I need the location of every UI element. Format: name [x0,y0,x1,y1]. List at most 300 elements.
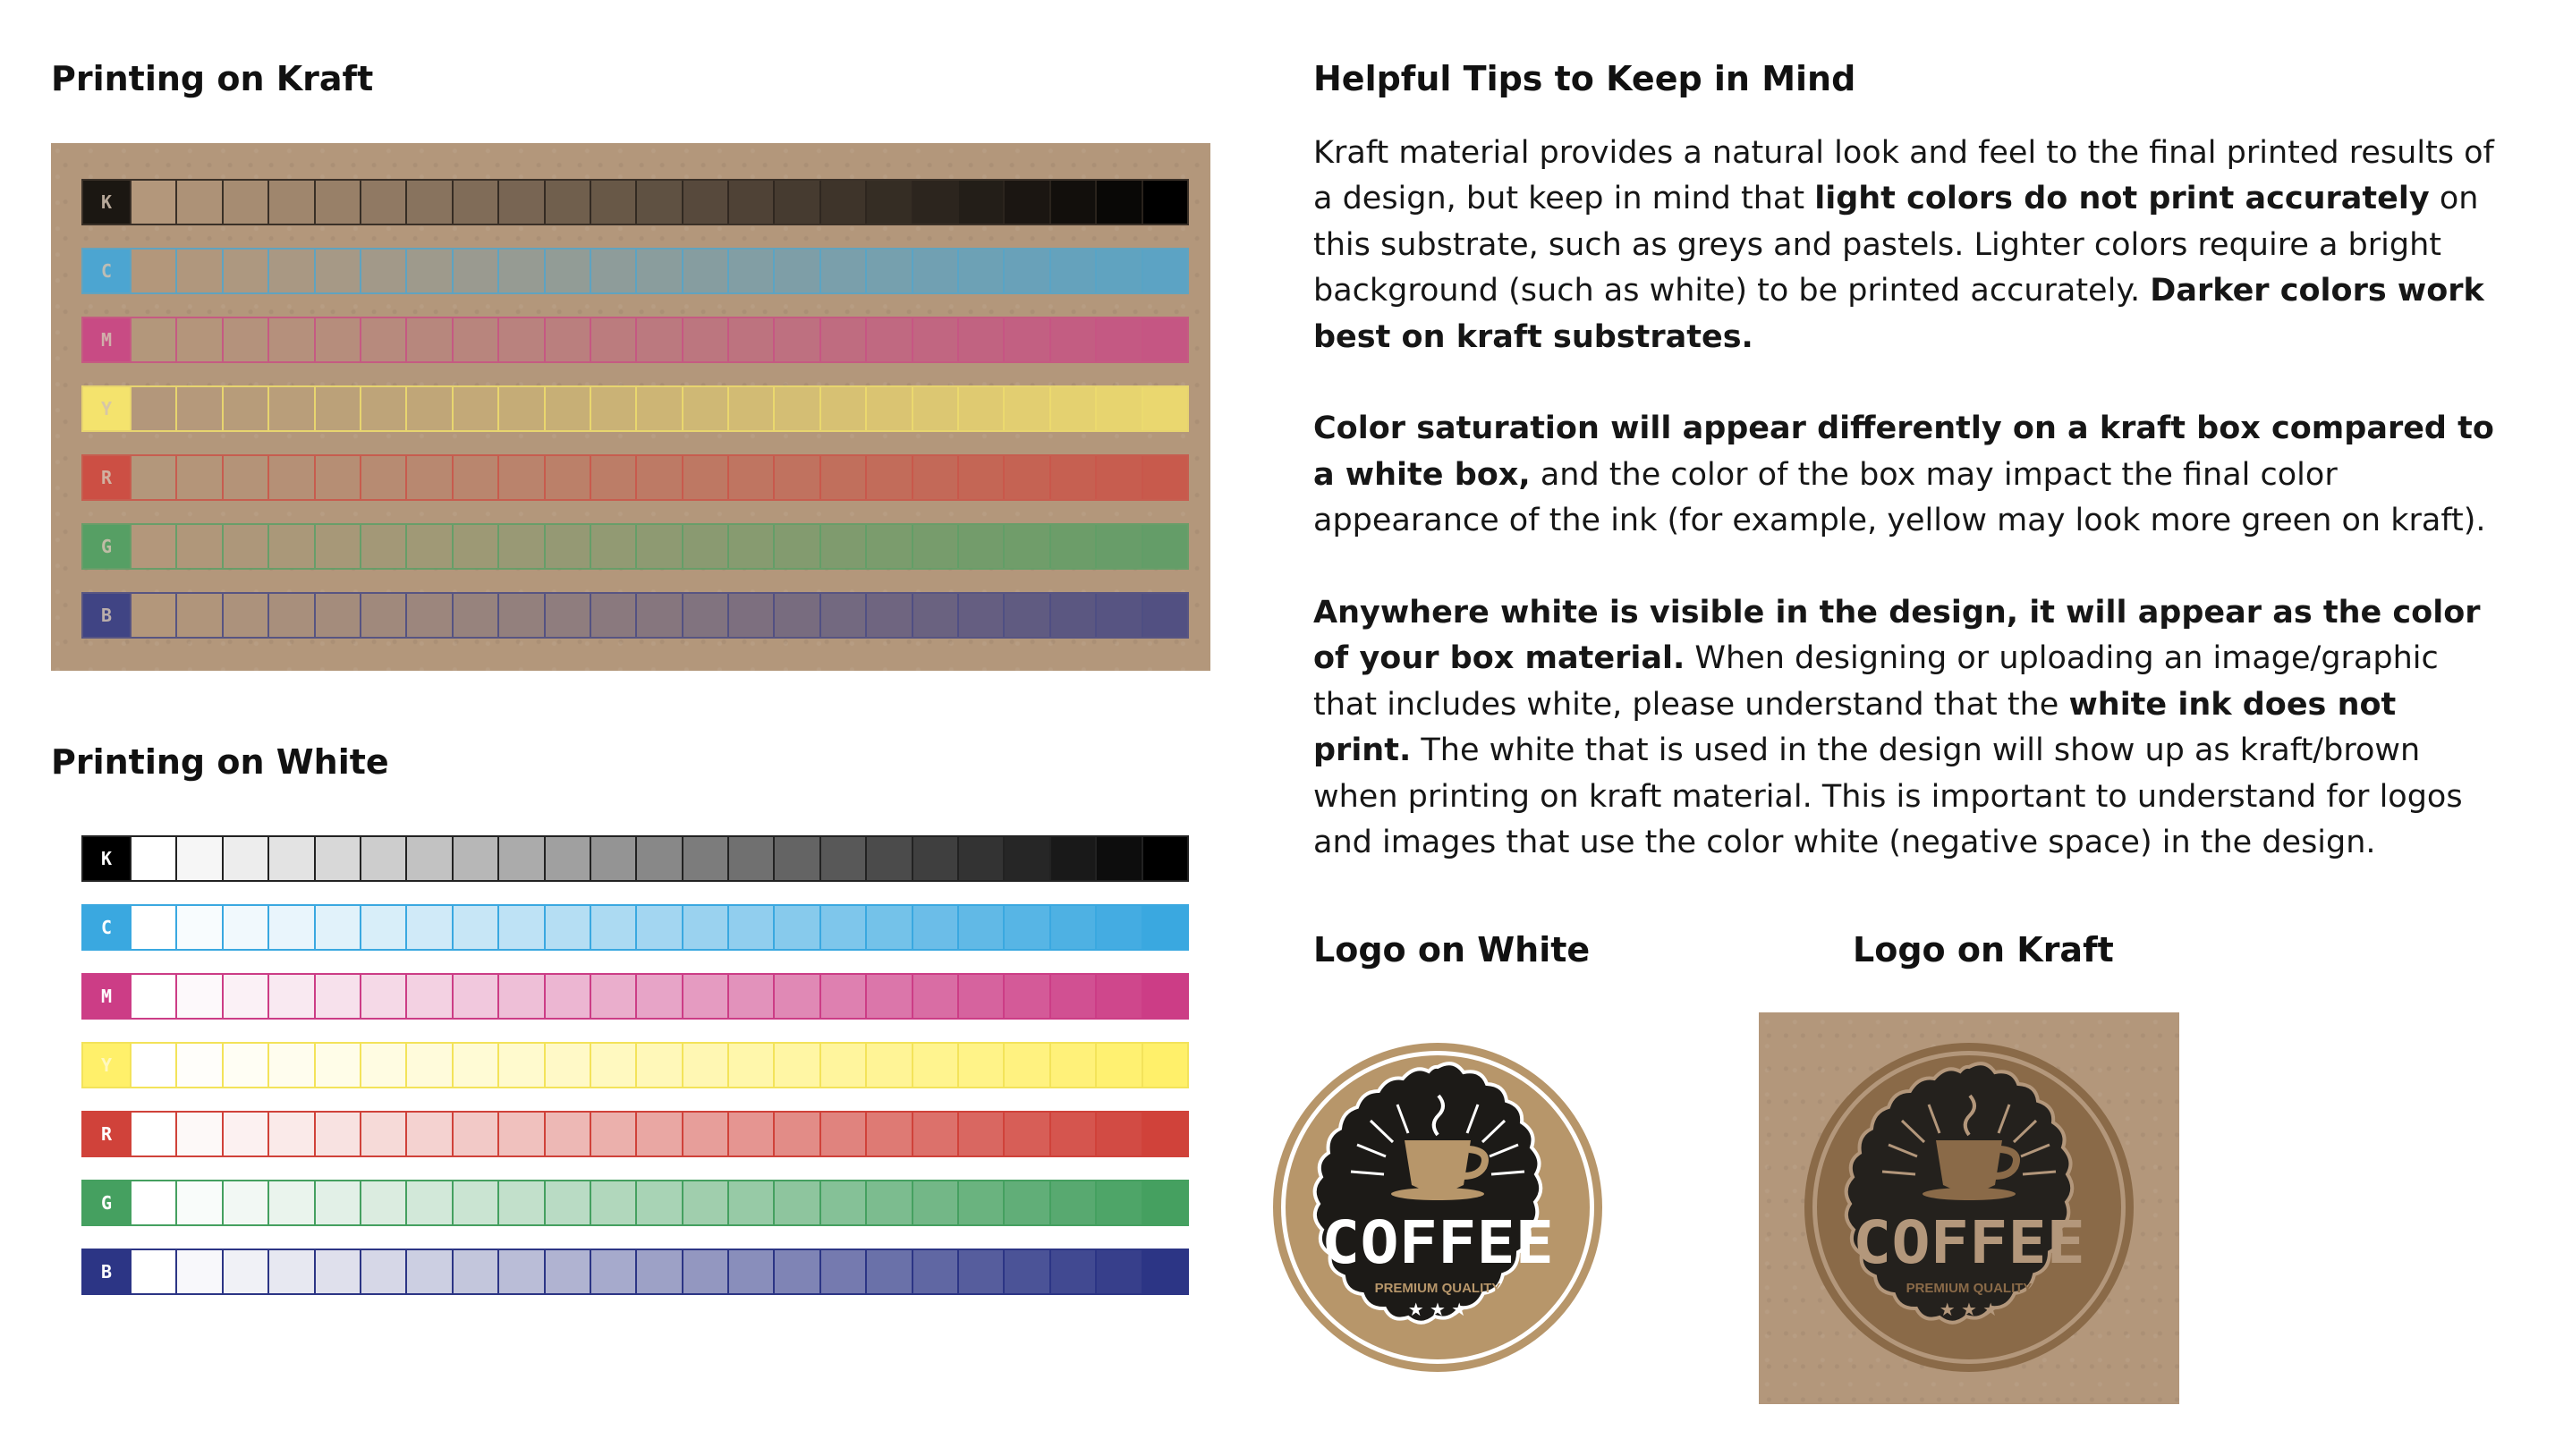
tint-patch [1049,1113,1095,1155]
tint-patch [130,250,175,292]
tint-patch [635,250,681,292]
tint-patch [360,837,405,880]
tint-patch [635,1113,681,1155]
color-strip-green [81,1180,1189,1226]
tint-patch [682,1113,727,1155]
tint-patch [130,456,175,499]
tint-patch [957,906,1003,949]
tint-patch [267,387,313,430]
tint-patch [497,906,543,949]
tint-patch [314,1181,360,1224]
tint-patch [682,594,727,637]
tint-patch [773,837,819,880]
strip-label-blue: B [83,1250,130,1293]
tip-2-text-a: and the color of the box may impact the final color appearance of the ink (for example, yellow may look more green on kraft). [1313,456,2486,539]
tint-patch [1095,456,1141,499]
tint-patch [497,975,543,1018]
tint-patch [912,250,957,292]
tint-patch [865,975,911,1018]
tint-patch [1003,1181,1048,1224]
tint-patch [405,525,451,568]
tint-patch [819,906,865,949]
strip-label-red: R [83,456,130,499]
tint-patch [314,250,360,292]
tint-patch [267,975,313,1018]
tint-patch [1095,906,1141,949]
tint-patch [819,837,865,880]
tint-patch [222,1181,267,1224]
tint-patch [360,1044,405,1087]
tint-patch [912,1044,957,1087]
tint-patch [497,1044,543,1087]
strip-label-blue: B [83,594,130,637]
tint-patch [912,181,957,224]
tint-patch [544,1181,590,1224]
tint-patch [544,387,590,430]
coffee-badge-logo [1272,1042,1603,1373]
tint-patch [865,837,911,880]
tint-patch [1142,1250,1187,1293]
tint-patch [175,975,221,1018]
tint-patch [1049,250,1095,292]
tint-patch [1049,525,1095,568]
tint-patch [819,1181,865,1224]
tint-patch [682,837,727,880]
tint-patch [865,387,911,430]
tint-patch [1003,318,1048,361]
tint-patch [544,525,590,568]
tint-patch [360,525,405,568]
tint-patch [544,1044,590,1087]
tint-patch [590,1113,635,1155]
tint-patch [267,525,313,568]
white-swatch-panel [51,823,1210,1306]
tint-patch [773,181,819,224]
tint-patch [1003,181,1048,224]
tint-patch [130,1044,175,1087]
tint-patch [267,181,313,224]
coffee-badge-logo-kraft [1804,1042,2135,1373]
tint-patch [727,387,773,430]
tint-patch [912,318,957,361]
tint-patch [544,975,590,1018]
tint-patch [727,1250,773,1293]
tint-patch [727,837,773,880]
tint-patch [222,975,267,1018]
tint-patch [1049,318,1095,361]
tint-patch [452,1250,497,1293]
tint-patch [590,1181,635,1224]
tint-patch [1095,181,1141,224]
kraft-swatch-panel [51,143,1210,671]
tint-patch [865,906,911,949]
tint-patch [1003,594,1048,637]
tint-patch [497,594,543,637]
tint-patch [727,594,773,637]
tint-patch [405,456,451,499]
tint-patch [1142,1113,1187,1155]
tint-patch [727,975,773,1018]
tint-patch [175,456,221,499]
tint-patch [912,594,957,637]
tint-patch [175,1181,221,1224]
tint-patch [590,525,635,568]
tint-patch [267,1181,313,1224]
tint-patch [267,594,313,637]
tint-patch [682,181,727,224]
tint-patch [727,1044,773,1087]
tint-patch [682,456,727,499]
logo-kraft-saucer [1923,1188,2016,1200]
tint-patch [1095,1113,1141,1155]
tint-patch [1142,387,1187,430]
tint-patch [267,1113,313,1155]
tint-patch [405,1044,451,1087]
tint-patch [1049,387,1095,430]
tint-patch [1095,1044,1141,1087]
logo-stars: ★ ★ ★ [1407,1299,1468,1320]
tint-patch [1003,387,1048,430]
tint-patch [1142,594,1187,637]
tip-1-text-b: on this substrate, such as greys and pastels. Lighter colors require a bright background (such as white) to be printed accurately. [1313,181,2479,309]
tint-patch [682,1181,727,1224]
tint-patch [544,906,590,949]
tint-patch [1095,1181,1141,1224]
tint-patch [635,525,681,568]
tint-patch [957,1044,1003,1087]
tint-patch [544,318,590,361]
tint-patch [314,1250,360,1293]
tint-patch [130,1250,175,1293]
tint-patch [819,1250,865,1293]
tint-patch [405,1113,451,1155]
tint-patch [405,318,451,361]
tint-patch [130,837,175,880]
tint-patch [912,456,957,499]
color-strip-green [81,523,1189,570]
tint-patch [314,906,360,949]
tint-patch [682,387,727,430]
tint-patch [222,1113,267,1155]
logo-kraft-cup [1936,1140,2002,1192]
tint-patch [773,250,819,292]
tint-patch [1142,975,1187,1018]
tint-patch [590,906,635,949]
logo-on-white-heading: Logo on White [1313,930,1591,969]
tint-patch [314,318,360,361]
color-strip-magenta [81,317,1189,363]
tint-patch [727,525,773,568]
tint-patch [819,525,865,568]
tint-patch [497,318,543,361]
logo-saucer [1391,1188,1484,1200]
tint-patch [682,525,727,568]
tip-1-bold-b: Darker colors work best on kraft substrates. [1313,273,2484,355]
tint-patch [452,1044,497,1087]
tint-patch [590,318,635,361]
tip-3-bold-b: white ink does not print. [1313,686,2397,769]
tint-patch [452,975,497,1018]
tint-patch [130,387,175,430]
tint-patch [544,250,590,292]
tint-patch [175,1250,221,1293]
tint-patch [635,975,681,1018]
tint-patch [1142,250,1187,292]
tint-patch [130,1181,175,1224]
tint-patch [130,1113,175,1155]
tint-patch [1142,906,1187,949]
tint-patch [497,1250,543,1293]
tint-patch [957,1181,1003,1224]
tint-patch [773,318,819,361]
tint-patch [819,1044,865,1087]
tint-patch [497,1113,543,1155]
tint-patch [635,318,681,361]
tint-patch [175,837,221,880]
strip-label-green: G [83,1181,130,1224]
tint-patch [1142,181,1187,224]
tint-patch [314,1113,360,1155]
tint-patch [222,594,267,637]
tint-patch [1049,594,1095,637]
tint-patch [452,837,497,880]
tint-patch [635,594,681,637]
tip-paragraph-1 [1313,131,2496,360]
tint-patch [175,906,221,949]
tint-patch [590,387,635,430]
tint-patch [727,906,773,949]
strip-label-red: R [83,1113,130,1155]
tint-patch [865,1181,911,1224]
color-strip-blue [81,592,1189,639]
strip-label-cyan: C [83,906,130,949]
tint-patch [865,594,911,637]
tint-patch [267,456,313,499]
color-strip-yellow [81,385,1189,432]
tint-patch [497,387,543,430]
tint-patch [405,1181,451,1224]
tint-patch [957,837,1003,880]
tint-patch [175,1044,221,1087]
tint-patch [865,1113,911,1155]
tint-patch [635,456,681,499]
tint-patch [727,181,773,224]
tint-patch [590,837,635,880]
coffee-logo-on-kraft [1804,1042,2135,1373]
tint-patch [912,1250,957,1293]
tint-patch [590,1044,635,1087]
tint-patch [452,456,497,499]
tint-patch [314,837,360,880]
tint-patch [635,1250,681,1293]
tint-patch [1142,1181,1187,1224]
color-strip-black [81,179,1189,225]
tint-patch [175,1113,221,1155]
printing-on-white-heading: Printing on White [51,742,389,782]
tint-patch [1095,250,1141,292]
tint-patch [175,181,221,224]
tint-patch [314,181,360,224]
tint-patch [222,837,267,880]
tint-patch [1049,975,1095,1018]
tint-patch [1003,250,1048,292]
logo-kraft-subtitle: PREMIUM QUALITY [1906,1281,2033,1296]
tint-patch [497,250,543,292]
strip-label-yellow: Y [83,387,130,430]
color-strip-magenta [81,973,1189,1020]
tint-patch [360,387,405,430]
logo-cup [1405,1140,1471,1192]
tint-patch [957,1113,1003,1155]
tint-patch [727,1113,773,1155]
color-strip-cyan [81,904,1189,951]
tint-patch [773,525,819,568]
tint-patch [360,181,405,224]
tint-patch [682,906,727,949]
tint-patch [360,456,405,499]
tint-patch [267,906,313,949]
tint-patch [1142,456,1187,499]
tint-patch [912,387,957,430]
tint-patch [865,250,911,292]
tint-patch [912,1113,957,1155]
tint-patch [405,250,451,292]
tint-patch [314,1044,360,1087]
tint-patch [544,456,590,499]
tint-patch [773,906,819,949]
strip-label-cyan: C [83,250,130,292]
logo-on-kraft-heading: Logo on Kraft [1853,930,2114,969]
strip-label-magenta: M [83,975,130,1018]
tint-patch [1003,975,1048,1018]
tint-patch [175,525,221,568]
tint-patch [819,318,865,361]
tint-patch [865,318,911,361]
tint-patch [544,1113,590,1155]
tint-patch [727,250,773,292]
tint-patch [314,456,360,499]
tint-patch [222,1250,267,1293]
tint-patch [1095,1250,1141,1293]
strip-label-green: G [83,525,130,568]
tip-paragraph-3 [1313,590,2496,866]
tint-patch [819,594,865,637]
tip-3-bold-a: Anywhere white is visible in the design, it will appear as the color of your box material. [1313,595,2481,677]
tint-patch [590,594,635,637]
tint-patch [314,594,360,637]
tint-patch [222,250,267,292]
tint-patch [452,387,497,430]
tint-patch [175,594,221,637]
tint-patch [452,1181,497,1224]
tint-patch [405,906,451,949]
tint-patch [497,1181,543,1224]
strip-label-yellow: Y [83,1044,130,1087]
tint-patch [1095,837,1141,880]
tint-patch [1095,594,1141,637]
tint-patch [130,906,175,949]
tint-patch [1095,387,1141,430]
tint-patch [222,181,267,224]
tint-patch [682,318,727,361]
tips-body [1313,131,2496,912]
color-strip-cyan [81,248,1189,294]
tint-patch [912,906,957,949]
tint-patch [1049,1250,1095,1293]
tint-patch [130,318,175,361]
tint-patch [957,456,1003,499]
tint-patch [1003,1250,1048,1293]
logo-word: COFFEE [1321,1208,1554,1277]
tint-patch [957,250,1003,292]
tint-patch [1095,318,1141,361]
tint-patch [405,387,451,430]
tint-patch [360,1113,405,1155]
tint-patch [1142,318,1187,361]
tint-patch [1003,456,1048,499]
color-strip-black [81,835,1189,882]
tint-patch [314,975,360,1018]
tint-patch [267,318,313,361]
tint-patch [865,525,911,568]
tint-patch [773,456,819,499]
tint-patch [635,1044,681,1087]
color-strip-red [81,1111,1189,1157]
tint-patch [405,837,451,880]
tint-patch [682,975,727,1018]
tint-patch [497,837,543,880]
tint-patch [773,1250,819,1293]
tint-patch [1142,525,1187,568]
tint-patch [544,837,590,880]
tint-patch [912,1181,957,1224]
tint-patch [267,1044,313,1087]
tint-patch [314,525,360,568]
tint-patch [1049,181,1095,224]
tint-patch [773,1044,819,1087]
tint-patch [957,318,1003,361]
tint-patch [635,906,681,949]
tint-patch [912,837,957,880]
tint-patch [1049,1181,1095,1224]
tint-patch [957,594,1003,637]
tint-patch [957,975,1003,1018]
tint-patch [1142,1044,1187,1087]
printing-on-kraft-heading: Printing on Kraft [51,59,374,98]
tint-patch [590,456,635,499]
tint-patch [912,975,957,1018]
tip-1-text-a: Kraft material provides a natural look and feel to the final printed results of a design, but keep in mind that [1313,135,2494,217]
tint-patch [590,975,635,1018]
tint-patch [314,387,360,430]
strip-label-magenta: M [83,318,130,361]
tint-patch [819,181,865,224]
tint-patch [222,456,267,499]
tint-patch [1049,837,1095,880]
tint-patch [497,456,543,499]
tint-patch [360,975,405,1018]
tint-patch [452,318,497,361]
logo-kraft-stars: ★ ★ ★ [1939,1299,1999,1320]
tip-1-bold-a: light colors do not print accurately [1814,181,2430,217]
tint-patch [727,318,773,361]
tint-patch [405,594,451,637]
tint-patch [819,975,865,1018]
tint-patch [1003,1113,1048,1155]
tint-patch [497,525,543,568]
tint-patch [1003,525,1048,568]
tint-patch [405,1250,451,1293]
